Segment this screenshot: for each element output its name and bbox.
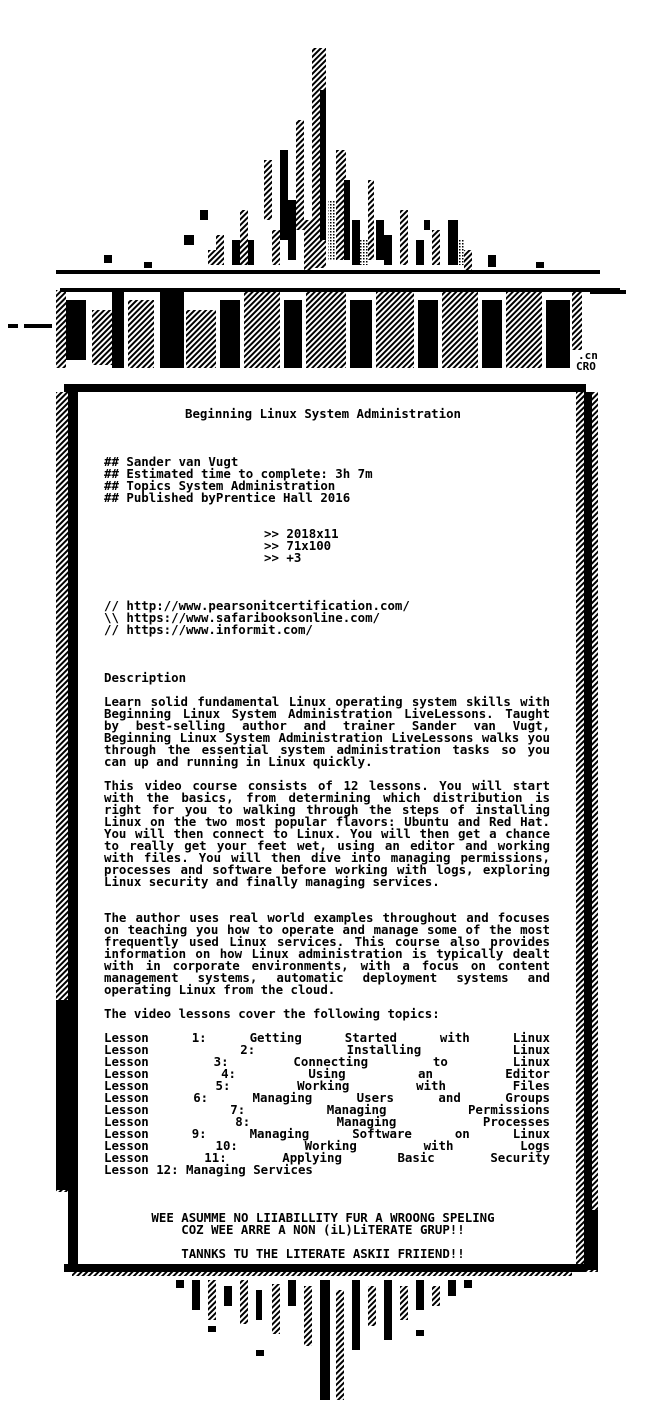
footer-disclaimer-1: WEE ASUMME NO LIIABILLITY FUR A WROONG SPELING (151, 1210, 495, 1225)
drip-block (320, 1280, 330, 1400)
logo-block (482, 300, 502, 368)
spire-block (272, 230, 280, 265)
lesson-item: Lesson 5: Working with Files (104, 1078, 550, 1093)
drip-block (432, 1286, 440, 1306)
spire-block (360, 240, 368, 265)
spec-files: >> 71x100 (264, 538, 332, 553)
lesson-item: Lesson 8: Managing Processes (104, 1114, 550, 1129)
logo-block (376, 292, 414, 368)
logo-block (418, 300, 438, 368)
drip-block (288, 1280, 296, 1306)
description-paragraph-3: The author uses real world examples throughout and focuses on teaching you how to operate and manage some of the most frequently used Linux services. This course also provides information on how Linux administration is typically dealt with in corporate environments, with a focus on content management systems, automatic deployment systems and operating Linux from the cloud. (104, 910, 550, 997)
drip-block (384, 1280, 392, 1340)
meta-duration: ## Estimated time to complete: 3h 7m (104, 466, 373, 481)
link-informit[interactable]: // https://www.informit.com/ (104, 622, 313, 637)
lesson-item: Lesson 12: Managing Services (104, 1162, 313, 1177)
drip-block (416, 1280, 424, 1310)
spire-block (296, 120, 304, 230)
spire-block (488, 255, 496, 267)
frame-bottom-hatch (72, 1272, 572, 1276)
spire-block (216, 235, 224, 265)
spire-block (344, 180, 350, 260)
spire-block (456, 240, 464, 265)
lesson-item: Lesson 9: Managing Software on Linux (104, 1126, 550, 1141)
logo-top-rule (60, 288, 620, 292)
frame-right-accent (584, 1210, 598, 1270)
drip-block (464, 1280, 472, 1288)
lesson-item: Lesson 10: Working with Logs (104, 1138, 550, 1153)
description-paragraph-2: This video course consists of 12 lessons. You will start with the basics, from determining which distribution is right for you to walking through the steps of installing Linux on the two most popular flavors: Ubuntu and Red Hat. You will then connect to Linux. You will then get a chance to really get your feet wet, using an editor and working with files. You will then dive into managing permissions, processes and software before working with logs, exploring Linux security and finally managing services. (104, 778, 550, 889)
spire-block (280, 150, 288, 240)
spire-block (304, 220, 312, 270)
logo-block (442, 292, 478, 368)
lesson-item: Lesson 1: Getting Started with Linux (104, 1030, 550, 1045)
drip-block (448, 1280, 456, 1296)
frame-top (64, 384, 586, 392)
spire-block (464, 250, 472, 270)
spire-block (424, 220, 430, 230)
lesson-item: Lesson 4: Using an Editor (104, 1066, 550, 1081)
logo-block (112, 290, 124, 368)
spire-block (368, 180, 374, 260)
meta-topics: ## Topics System Administration (104, 478, 336, 493)
lesson-item: Lesson 3: Connecting to Linux (104, 1054, 550, 1069)
spire-block (416, 240, 424, 265)
logo-block (220, 300, 240, 368)
spec-extra: >> +3 (264, 550, 302, 565)
spire-block (144, 262, 152, 268)
frame-left-accent (56, 1000, 70, 1190)
drip-block (208, 1280, 216, 1320)
logo-block (306, 292, 346, 368)
logo-block (160, 292, 184, 368)
logo-dash (24, 324, 52, 328)
logo-block (506, 292, 542, 368)
drip-block (400, 1286, 408, 1320)
logo-block (284, 300, 302, 368)
drip-block (256, 1350, 264, 1356)
spire-block (184, 235, 194, 245)
release-title: Beginning Linux System Administration (184, 406, 461, 421)
spire-block (432, 230, 440, 265)
meta-publisher: ## Published byPrentice Hall 2016 (104, 490, 351, 505)
footer-disclaimer-2: COZ WEE ARRE A NON (iL)LiTERATE GRUP!! (181, 1222, 465, 1237)
lesson-item: Lesson 6: Managing Users and Groups (104, 1090, 550, 1105)
logo-suffix-cn: .cn (578, 349, 598, 362)
logo-block (350, 300, 372, 368)
lesson-item: Lesson 7: Managing Permissions (104, 1102, 550, 1117)
spec-resolution: >> 2018x11 (264, 526, 339, 541)
drip-block (224, 1286, 232, 1306)
logo-block (56, 290, 66, 368)
logo-dash (8, 324, 18, 328)
spire-block (208, 250, 216, 265)
drip-block (304, 1286, 312, 1346)
drip-block (336, 1290, 344, 1400)
description-heading: Description (104, 670, 187, 685)
logo-block (572, 292, 582, 350)
drip-block (208, 1326, 216, 1332)
spire-block (232, 240, 240, 265)
description-paragraph-1: Learn solid fundamental Linux operating system skills with Beginning Linux System Administration LiveLessons. Taught by best-selling author and trainer Sander van Vugt, Beginning Linux System Administration LiveLessons walks you through the essential system administration tasks so you can up and running in Linux quickly. (104, 694, 550, 769)
frame-bottom (64, 1264, 586, 1272)
lessons-intro: The video lessons cover the following topics: (104, 1006, 440, 1021)
spire-block (320, 90, 326, 240)
top-rule (56, 270, 600, 274)
spire-block (288, 200, 296, 260)
meta-author: ## Sander van Vugt (104, 454, 239, 469)
drip-block (272, 1284, 280, 1334)
lesson-item: Lesson 11: Applying Basic Security (104, 1150, 550, 1165)
spire-block (400, 210, 408, 265)
logo-block (92, 310, 112, 365)
drip-block (192, 1280, 200, 1310)
drip-block (176, 1280, 184, 1288)
spire-block (376, 220, 384, 260)
logo-block (186, 310, 216, 368)
spire-block (384, 235, 392, 265)
spire-block (200, 210, 208, 220)
footer-thanks: TANNKS TU THE LITERATE ASKII FRIIEND!! (181, 1246, 465, 1261)
spire-block (240, 210, 248, 265)
drip-block (416, 1330, 424, 1336)
link-safari[interactable]: \\ https://www.safaribooksonline.com/ (104, 610, 381, 625)
spire-block (352, 220, 360, 265)
spire-block (264, 160, 272, 220)
logo-block (128, 300, 154, 368)
link-pearson[interactable]: // http://www.pearsonitcertification.com/ (104, 598, 410, 613)
logo-block (546, 300, 570, 368)
spire-block (104, 255, 112, 263)
drip-block (256, 1290, 262, 1320)
drip-block (352, 1280, 360, 1350)
logo-dash (590, 290, 626, 294)
spire-block (536, 262, 544, 268)
spire-block (328, 200, 336, 260)
drip-block (368, 1286, 376, 1326)
logo-block (244, 290, 280, 368)
logo-suffix-cro: CRO (576, 360, 596, 373)
logo-block (66, 300, 86, 360)
lesson-item: Lesson 2: Installing Linux (104, 1042, 550, 1057)
drip-block (240, 1280, 248, 1324)
spire-block (248, 240, 254, 265)
frame-right-inner (584, 392, 592, 1232)
